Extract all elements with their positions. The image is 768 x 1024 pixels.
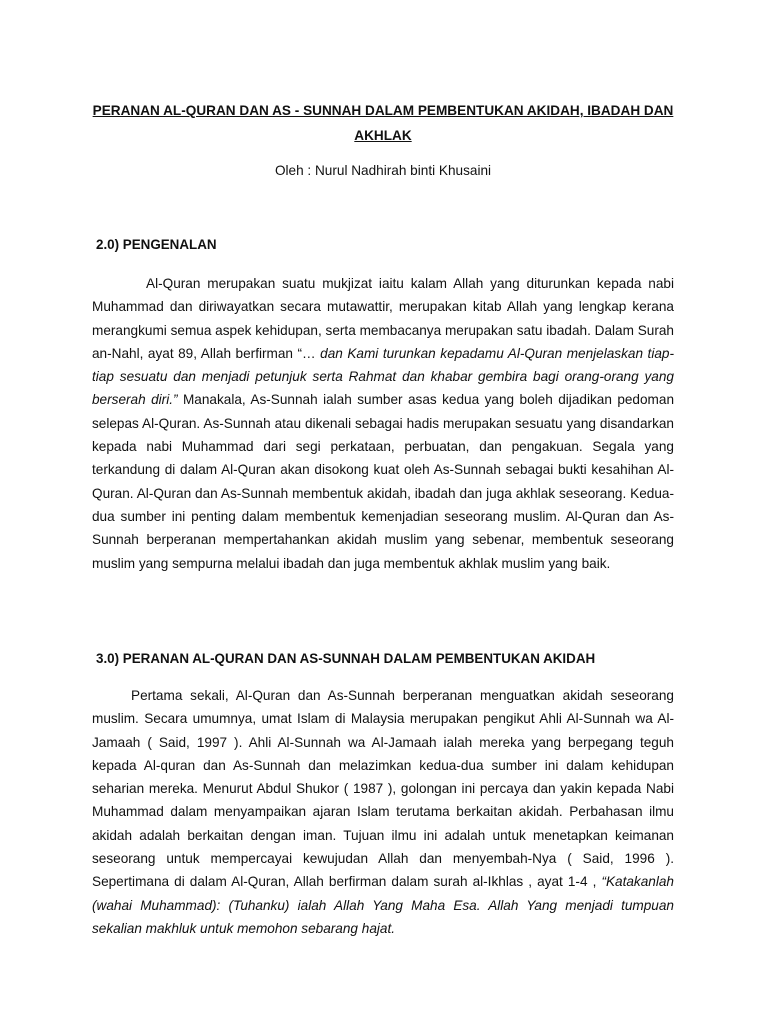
- paragraph-pengenalan: [92, 272, 674, 575]
- section-heading-pengenalan: 2.0) PENGENALAN: [96, 237, 217, 252]
- paragraph-akidah: [92, 684, 674, 940]
- paragraph-text: Al-Quran merupakan suatu mukjizat iaitu kalam Allah yang diturunkan kepada nabi Muhammad dan diriwayatkan secara mutawattir, merupakan kitab Allah yang lengkap kerana merangkumi semua aspek kehidupan, serta membacanya merupakan satu ibadah. Dalam Surah an-Nahl, ayat 89, Allah berfirman “…: [92, 276, 674, 361]
- quran-quote: “Katakanlah (wahai Muhammad): (Tuhanku) ialah Allah Yang Maha Esa. Allah Yang menjadi tumpuan sekalian makhluk untuk memohon sebarang hajat.: [92, 874, 674, 936]
- paragraph-text: Manakala, As-Sunnah ialah sumber asas kedua yang boleh dijadikan pedoman selepas Al-Quran. As-Sunnah atau dikenali sebagai hadis merupakan sesuatu yang disandarkan kepada nabi Muhammad dari segi perkataan, perbuatan, dan pengakuan. Segala yang terkandung di dalam Al-Quran akan disokong kuat oleh As-Sunnah sebagai bukti kesahihan Al-Quran. Al-Quran dan As-Sunnah membentuk akidah, ibadah dan juga akhlak seseorang. Kedua-dua sumber ini penting dalam membentuk kemenjadian seseorang muslim. Al-Quran dan As-Sunnah berperanan mempertahankan akidah muslim yang sebenar, membentuk seseorang muslim yang sempurna melalui ibadah dan juga membentuk akhlak muslim yang baik.: [92, 392, 674, 571]
- paragraph-text: Pertama sekali, Al-Quran dan As-Sunnah berperanan menguatkan akidah seseorang muslim. Secara umumnya, umat Islam di Malaysia merupakan pengikut Ahli Al-Sunnah wa Al-Jamaah ( Said, 1997 ). Ahli Al-Sunnah wa Al-Jamaah ialah mereka yang berpegang teguh kepada Al-quran dan As-Sunnah dan melazimkan kedua-dua sumber ini dalam kehidupan seharian mereka. Menurut Abdul Shukor ( 1987 ), golongan ini percaya dan yakin kepada Nabi Muhammad dalam menyampaikan ajaran Islam terutama berkaitan akidah. Perbahasan ilmu akidah adalah berkaitan dengan iman. Tujuan ilmu ini adalah untuk menetapkan keimanan seseorang untuk mempercayai kewujudan Allah dan menyembah-Nya ( Said, 1996 ). Sepertimana di dalam Al-Quran, Allah berfirman dalam surah al-Ikhlas , ayat 1-4 ,: [92, 688, 674, 890]
- document-author: Oleh : Nurul Nadhirah binti Khusaini: [274, 163, 492, 178]
- document-title: PERANAN AL-QURAN DAN AS - SUNNAH DALAM PEMBENTUKAN AKIDAH, IBADAH DAN AKHLAK: [92, 103, 674, 143]
- quran-quote: dan Kami turunkan kepadamu Al-Quran menjelaskan tiap-tiap sesuatu dan menjadi petunjuk serta Rahmat dan khabar gembira bagi orang-orang yang berserah diri.”: [92, 345, 674, 408]
- section-heading-akidah: 3.0) PERANAN AL-QURAN DAN AS-SUNNAH DALAM PEMBENTUKAN AKIDAH: [96, 651, 596, 666]
